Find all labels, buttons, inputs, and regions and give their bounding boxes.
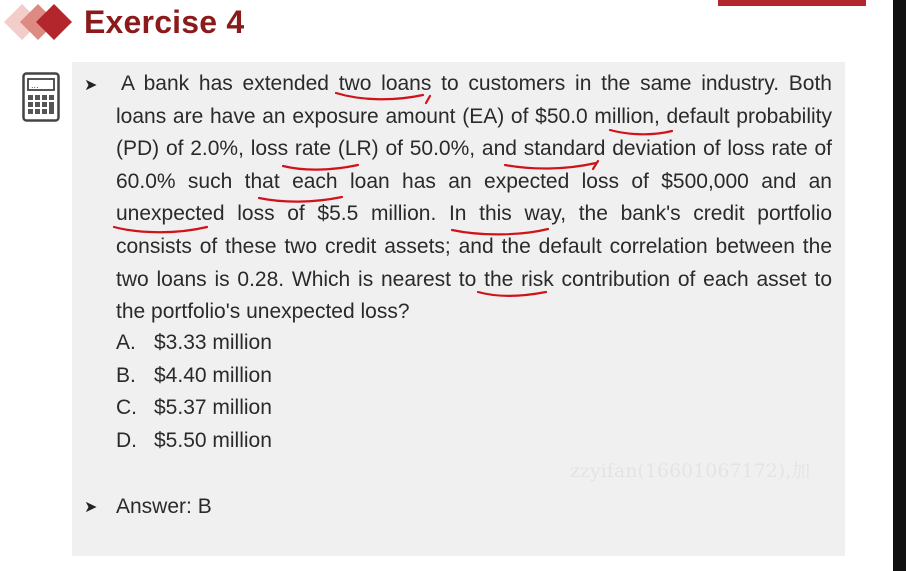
option-letter: B.	[116, 363, 136, 387]
option-text: $4.40 million	[154, 363, 272, 387]
calculator-icon	[22, 72, 60, 122]
option-d	[116, 425, 272, 458]
answer-text: Answer: B	[116, 495, 212, 518]
option-text: $5.50 million	[154, 428, 272, 452]
arrow-bullet-icon: ➤	[84, 499, 98, 516]
red-diamond-logo-icon	[2, 2, 78, 42]
top-accent-bar	[718, 0, 866, 6]
option-text: $3.33 million	[154, 331, 272, 354]
option-letter: D.	[116, 428, 137, 452]
slide-title: Exercise 4	[84, 4, 245, 40]
svg-text:...: ...	[31, 81, 39, 90]
option-c	[116, 392, 272, 425]
option-a	[116, 327, 272, 360]
option-b	[116, 360, 272, 393]
option-letter: C.	[116, 396, 137, 420]
option-text: $5.37 million	[154, 396, 272, 420]
right-edge-strip	[893, 0, 906, 571]
answer-options	[116, 327, 272, 457]
question-text: A bank has extended two loans to customers in the same industry. Both loans are have an exposure amount (EA) of $50.0 million, default probability (PD) of 2.0%, loss rate (LR) of 50.0%, and standard deviation of loss rate of 60.0% such that each loan has an expected loss of $500,000 and an unexpected loss of $5.5 million. In this way, the bank's credit portfolio consists of these two credit assets; and the default correlation between the two loans is 0.28. Which is nearest to the risk contribution of each asset to the portfolio's unexpected loss?	[116, 72, 832, 324]
arrow-bullet-icon: ➤	[84, 77, 98, 94]
watermark: zzyifan(16601067172),加	[570, 460, 811, 482]
option-letter: A.	[116, 331, 136, 354]
